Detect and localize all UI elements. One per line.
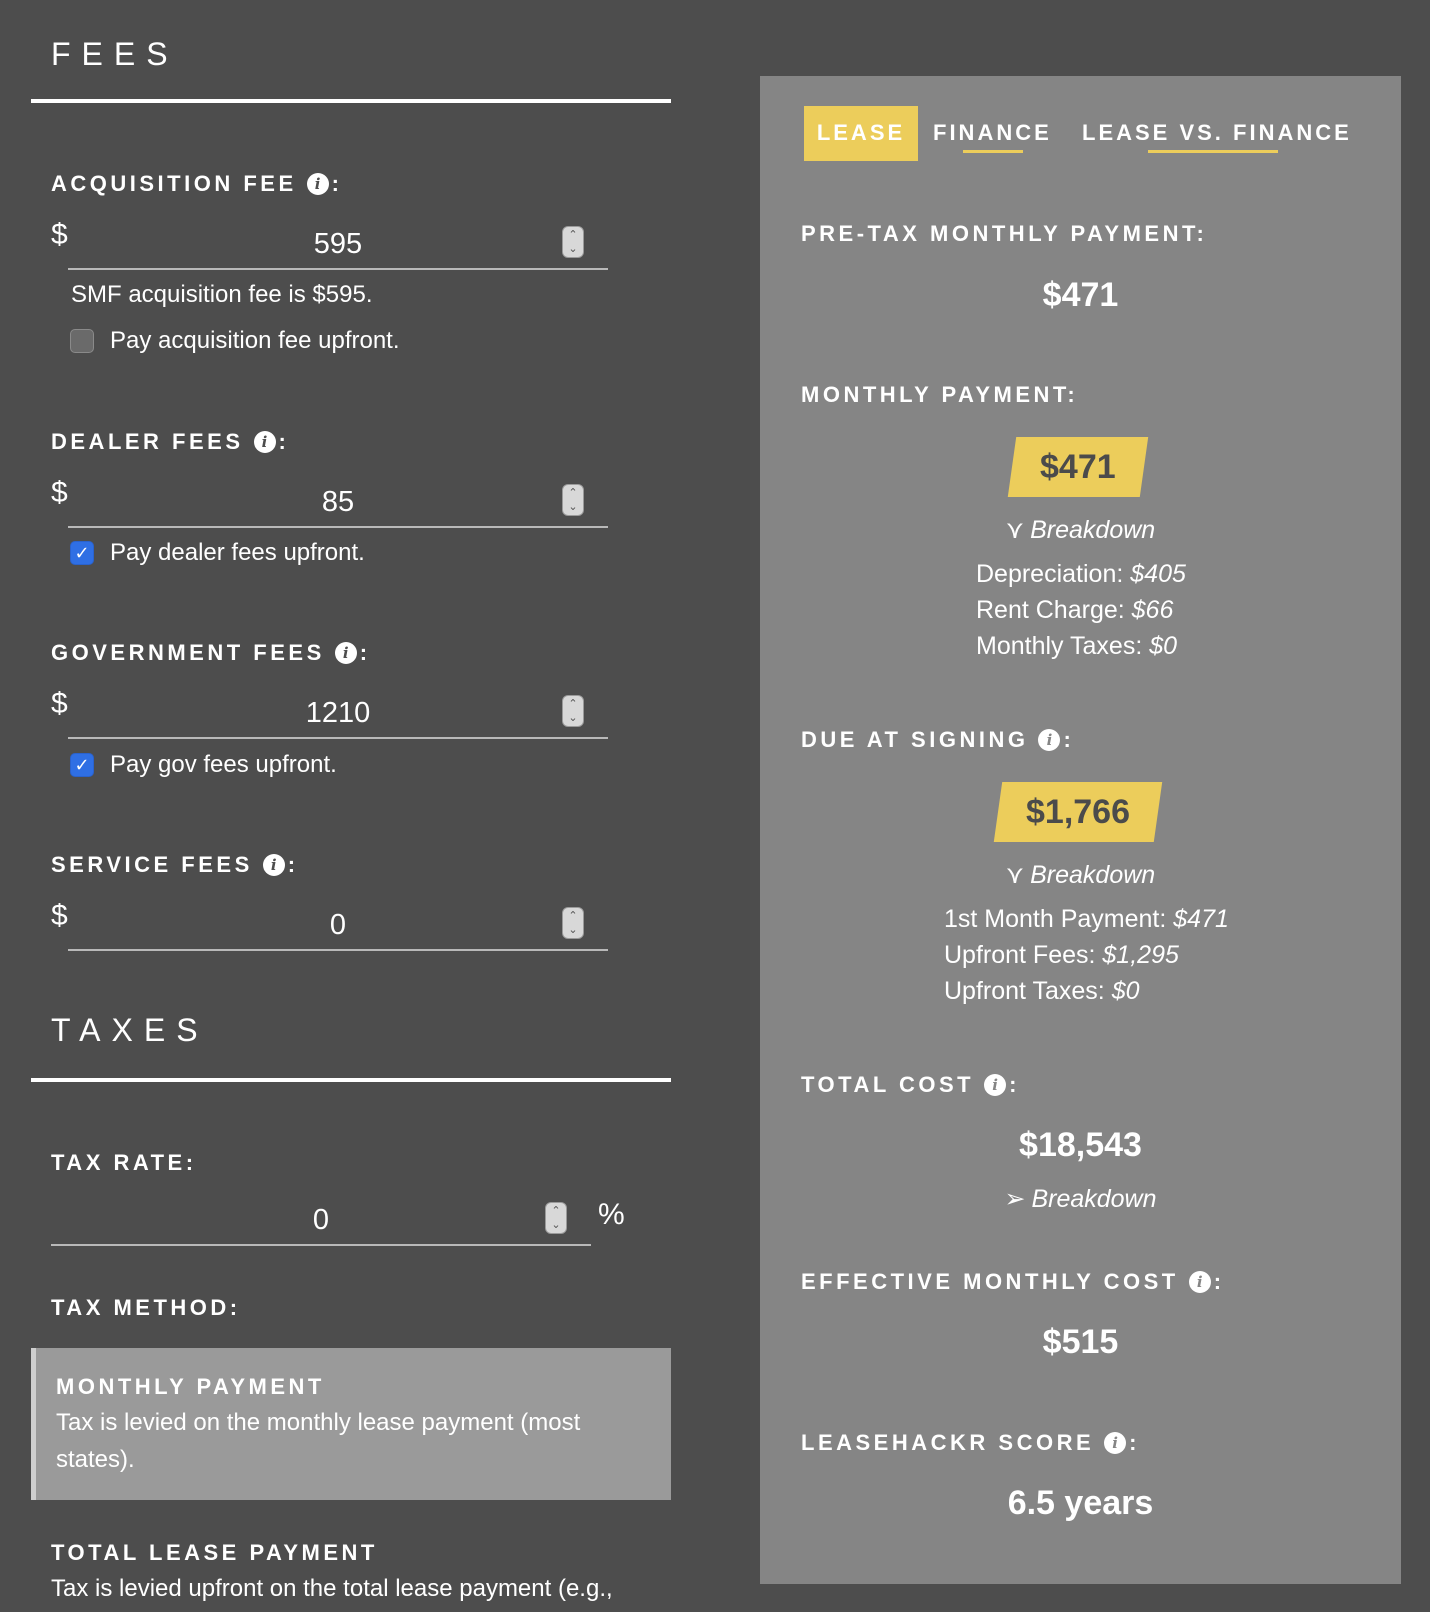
chevron-down-icon[interactable]: ⋎ xyxy=(1005,516,1025,544)
dealer-fees-input[interactable] xyxy=(68,480,608,528)
gov-upfront-label[interactable]: Pay gov fees upfront. xyxy=(110,751,337,778)
stepper-down-icon[interactable]: ⌄ xyxy=(551,1219,561,1231)
pretax-payment-value: $471 xyxy=(1042,276,1119,314)
tax-method-label: TAX METHOD: xyxy=(51,1295,241,1320)
info-icon[interactable]: i xyxy=(335,642,357,664)
chevron-down-icon[interactable]: ⋎ xyxy=(1005,861,1025,889)
government-fees-input[interactable] xyxy=(68,691,608,739)
percent-unit: % xyxy=(598,1198,625,1231)
total-cost-label-text: TOTAL COST xyxy=(801,1072,975,1097)
dealer-fees-label: DEALER FEES i : xyxy=(51,429,290,454)
breakdown-toggle-label[interactable]: Breakdown xyxy=(1030,861,1156,889)
stepper-up-icon[interactable]: ⌃ xyxy=(568,698,578,710)
breakdown-value: $0 xyxy=(1111,977,1140,1005)
taxes-section-title: TAXES xyxy=(51,1012,209,1048)
government-fees-value[interactable]: 1210 xyxy=(305,697,371,729)
breakdown-toggle-label[interactable]: Breakdown xyxy=(1031,1185,1157,1213)
info-icon[interactable]: i xyxy=(1104,1432,1126,1454)
currency-symbol: $ xyxy=(51,476,68,509)
dealer-upfront-label[interactable]: Pay dealer fees upfront. xyxy=(110,539,365,566)
currency-symbol: $ xyxy=(51,687,68,720)
total-breakdown-toggle[interactable] xyxy=(760,1184,1401,1214)
tax-rate-label: TAX RATE: xyxy=(51,1150,197,1175)
tab-lease-vs-finance[interactable]: LEASE VS. FINANCE xyxy=(1082,120,1352,145)
pretax-payment-label: PRE-TAX MONTHLY PAYMENT: xyxy=(801,221,1208,246)
monthly-breakdown-toggle[interactable] xyxy=(760,515,1401,545)
monthly-payment-value: $471 xyxy=(1040,448,1116,486)
effective-monthly-value: $515 xyxy=(1042,1323,1119,1361)
breakdown-line xyxy=(976,596,1173,625)
dealer-fees-value[interactable]: 85 xyxy=(321,486,355,518)
stepper-up-icon[interactable]: ⌃ xyxy=(568,229,578,241)
breakdown-label: Depreciation: xyxy=(976,560,1124,588)
leasehackr-score-label-text: LEASEHACKR SCORE xyxy=(801,1430,1095,1455)
leasehackr-score-label: LEASEHACKR SCORE i : xyxy=(801,1430,1140,1455)
dealer-upfront-option[interactable] xyxy=(70,539,365,567)
due-breakdown-toggle[interactable] xyxy=(760,860,1401,890)
due-at-signing-label-text: DUE AT SIGNING xyxy=(801,727,1029,752)
total-cost-value: $18,543 xyxy=(1019,1126,1142,1164)
info-icon[interactable]: i xyxy=(984,1074,1006,1096)
stepper-up-icon[interactable]: ⌃ xyxy=(568,910,578,922)
service-fees-value[interactable]: 0 xyxy=(329,909,347,941)
acquisition-upfront-label[interactable]: Pay acquisition fee upfront. xyxy=(110,327,400,354)
breakdown-line xyxy=(944,905,1229,934)
stepper-down-icon[interactable]: ⌄ xyxy=(568,243,578,255)
tab-finance[interactable]: FINANCE xyxy=(933,120,1052,145)
fees-section-title: FEES xyxy=(51,36,179,72)
acquisition-fee-label: ACQUISITION FEE i : xyxy=(51,171,343,196)
monthly-payment-badge xyxy=(1008,437,1148,497)
monthly-payment-label: MONTHLY PAYMENT: xyxy=(801,382,1079,407)
stepper-up-icon[interactable]: ⌃ xyxy=(551,1205,561,1217)
currency-symbol: $ xyxy=(51,899,68,932)
due-at-signing-label: DUE AT SIGNING i : xyxy=(801,727,1075,752)
gov-upfront-checkbox[interactable] xyxy=(70,753,94,777)
breakdown-label: Upfront Taxes: xyxy=(944,977,1105,1005)
effective-monthly-label-text: EFFECTIVE MONTHLY COST xyxy=(801,1269,1179,1294)
tab-finance-underline xyxy=(963,150,1023,153)
breakdown-value: $471 xyxy=(1173,905,1229,933)
check-icon: ✓ xyxy=(74,542,90,563)
tax-method-description[interactable]: Tax is levied upfront on the total lease payment (e.g., xyxy=(51,1575,613,1602)
tax-method-option-monthly[interactable] xyxy=(31,1348,671,1500)
breakdown-label: Monthly Taxes: xyxy=(976,632,1143,660)
breakdown-line xyxy=(976,632,1177,661)
breakdown-toggle-label[interactable]: Breakdown xyxy=(1030,516,1156,544)
breakdown-label: 1st Month Payment: xyxy=(944,905,1167,933)
acquisition-fee-note: SMF acquisition fee is $595. xyxy=(71,281,373,308)
dealer-fees-stepper[interactable] xyxy=(562,484,584,516)
service-fees-label: SERVICE FEES i : xyxy=(51,852,299,877)
tax-method-description[interactable]: Tax is levied on the monthly lease payment (most states). xyxy=(56,1409,581,1473)
stepper-up-icon[interactable]: ⌃ xyxy=(568,487,578,499)
tab-lease[interactable]: LEASE xyxy=(804,106,918,161)
due-at-signing-value: $1,766 xyxy=(1026,793,1130,831)
tax-rate-value[interactable]: 0 xyxy=(312,1204,330,1236)
service-fees-stepper[interactable] xyxy=(562,907,584,939)
government-fees-label-text: GOVERNMENT FEES xyxy=(51,640,325,665)
breakdown-label: Upfront Fees: xyxy=(944,941,1096,969)
stepper-down-icon[interactable]: ⌄ xyxy=(568,501,578,513)
acquisition-fee-stepper[interactable] xyxy=(562,226,584,258)
tax-rate-input[interactable] xyxy=(51,1198,591,1246)
check-icon: ✓ xyxy=(74,754,90,775)
government-fees-label: GOVERNMENT FEES i : xyxy=(51,640,371,665)
results-panel xyxy=(760,76,1401,1584)
currency-symbol: $ xyxy=(51,218,68,251)
breakdown-value: $0 xyxy=(1149,632,1178,660)
government-fees-stepper[interactable] xyxy=(562,695,584,727)
stepper-down-icon[interactable]: ⌄ xyxy=(568,924,578,936)
fees-divider xyxy=(31,99,671,103)
breakdown-line xyxy=(944,977,1140,1006)
breakdown-line xyxy=(944,941,1179,970)
service-fees-input[interactable] xyxy=(68,903,608,951)
breakdown-value: $405 xyxy=(1130,560,1186,588)
acquisition-upfront-checkbox[interactable] xyxy=(70,329,94,353)
arrow-right-icon[interactable]: ➢ xyxy=(1004,1185,1026,1213)
breakdown-value: $1,295 xyxy=(1102,941,1179,969)
acquisition-fee-value[interactable]: 595 xyxy=(313,228,363,260)
dealer-fees-label-text: DEALER FEES xyxy=(51,429,244,454)
tax-method-title[interactable]: MONTHLY PAYMENT xyxy=(56,1374,325,1399)
info-icon[interactable]: i xyxy=(1189,1271,1211,1293)
tax-method-option-total[interactable] xyxy=(51,1540,671,1607)
breakdown-label: Rent Charge: xyxy=(976,596,1125,624)
gov-upfront-option[interactable] xyxy=(70,751,337,779)
breakdown-value: $66 xyxy=(1131,596,1174,624)
acquisition-upfront-option[interactable] xyxy=(70,327,400,355)
due-at-signing-badge xyxy=(994,782,1162,842)
leasehackr-score-value: 6.5 years xyxy=(1007,1484,1154,1522)
breakdown-line xyxy=(976,560,1186,589)
info-icon[interactable]: i xyxy=(307,173,329,195)
total-cost-label: TOTAL COST i : xyxy=(801,1072,1020,1097)
service-fees-label-text: SERVICE FEES xyxy=(51,852,253,877)
info-icon[interactable]: i xyxy=(254,431,276,453)
dealer-upfront-checkbox[interactable] xyxy=(70,541,94,565)
acquisition-fee-input[interactable] xyxy=(68,222,608,270)
tax-rate-stepper[interactable] xyxy=(545,1202,567,1234)
tab-lease-vs-finance-underline xyxy=(1148,150,1278,153)
tax-method-title[interactable]: TOTAL LEASE PAYMENT xyxy=(51,1540,378,1565)
info-icon[interactable]: i xyxy=(263,854,285,876)
info-icon[interactable]: i xyxy=(1038,729,1060,751)
stepper-down-icon[interactable]: ⌄ xyxy=(568,712,578,724)
taxes-divider xyxy=(31,1078,671,1082)
acquisition-fee-label-text: ACQUISITION FEE xyxy=(51,171,297,196)
effective-monthly-label: EFFECTIVE MONTHLY COST i : xyxy=(801,1269,1225,1294)
